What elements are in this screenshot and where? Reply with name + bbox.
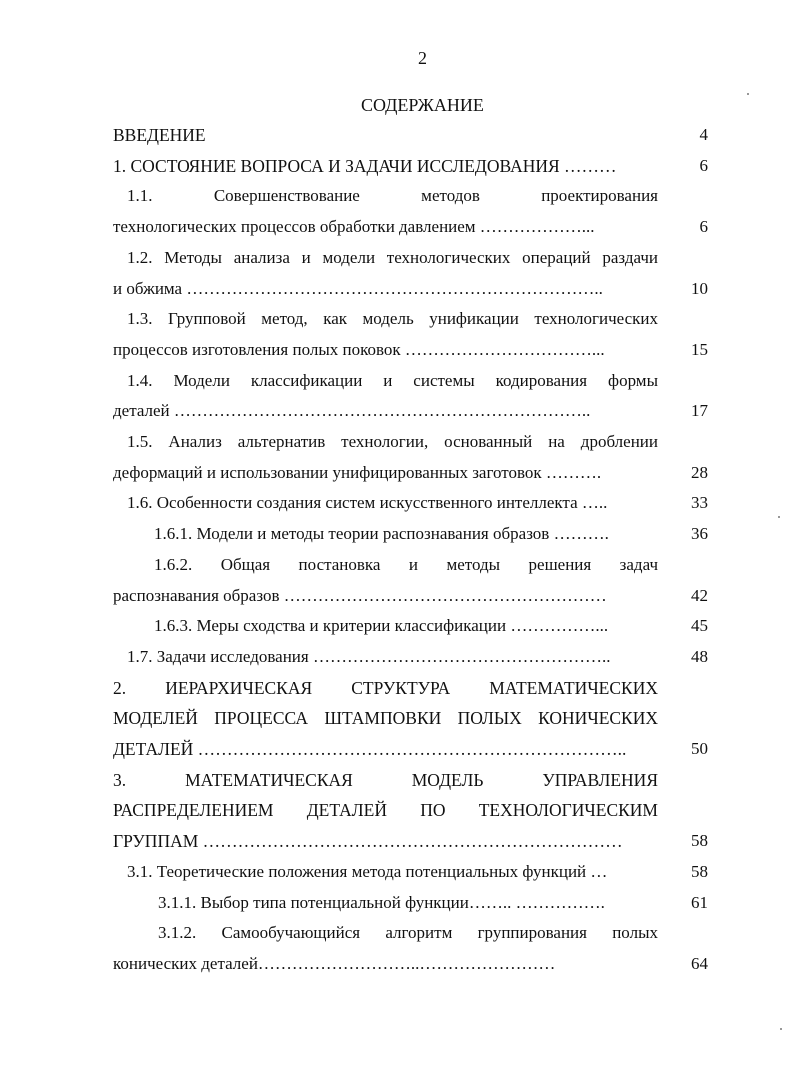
toc-entry-1-6-1[interactable]	[113, 519, 708, 550]
toc-entry-1-1[interactable]	[113, 181, 708, 242]
toc-page-number: 42	[691, 585, 708, 605]
toc-page-number: 6	[699, 217, 708, 237]
scan-speck	[780, 1028, 782, 1030]
toc-entry-text: 1.6.2. Общая постановка и методы решения задач	[154, 554, 658, 574]
toc-entry-text: МОДЕЛЕЙ ПРОЦЕССА ШТАМПОВКИ ПОЛЫХ КОНИЧЕСКИХ	[113, 708, 658, 729]
toc-entry-text: 3. МАТЕМАТИЧЕСКАЯ МОДЕЛЬ УПРАВЛЕНИЯ	[113, 769, 658, 790]
toc-page-number: 61	[691, 892, 708, 912]
toc-entry-chapter-3[interactable]	[113, 765, 708, 857]
toc-entry-text: распознавания образов …………………………………………………	[113, 585, 607, 605]
toc-entry-text: 1.1. Совершенствование методов проектирования	[127, 186, 658, 206]
toc-entry-text: 3.1.1. Выбор типа потенциальной функции…….. …………….	[158, 892, 605, 912]
toc-entry-chapter-2[interactable]	[113, 673, 708, 765]
toc-page-number: 48	[691, 646, 708, 666]
toc-entry-text: 1.3. Групповой метод, как модель унификации технологических	[127, 309, 658, 329]
toc-page-number: 10	[691, 278, 708, 298]
toc-entry-1-6-3[interactable]	[113, 611, 708, 642]
toc-entry-text: ВВЕДЕНИЕ	[113, 125, 206, 145]
toc-entry-1-7[interactable]	[113, 642, 708, 673]
page-number: 2	[418, 48, 427, 68]
toc-page-number: 17	[691, 401, 708, 421]
toc-entry-1-2[interactable]	[113, 243, 708, 304]
toc-entry-text: ГРУППАМ ………………………………………………………………	[113, 831, 623, 852]
toc-entry-chapter-1[interactable]	[113, 151, 708, 182]
toc-entry-text: 1.6. Особенности создания систем искусственного интеллекта …..	[127, 493, 608, 513]
toc-entry-text: 1.4. Модели классификации и системы кодирования формы	[127, 370, 658, 390]
toc-entry-3-1-1[interactable]	[113, 888, 708, 919]
toc-entry-1-6-2[interactable]	[113, 550, 708, 611]
toc-entry-text: ДЕТАЛЕЙ ………………………………………………………………..	[113, 739, 627, 760]
toc-page-number: 45	[691, 616, 708, 636]
toc-entry-text: 3.1. Теоретические положения метода потенциальных функций …	[127, 861, 608, 881]
toc-entry-text: 1. СОСТОЯНИЕ ВОПРОСА И ЗАДАЧИ ИССЛЕДОВАНИЯ ………	[113, 155, 617, 176]
scan-speck	[747, 93, 749, 95]
toc-entry-1-3[interactable]	[113, 304, 708, 365]
toc-page-number: 36	[691, 524, 708, 544]
toc-entry-text: 1.6.3. Меры сходства и критерии классификации ……………...	[154, 616, 609, 636]
toc-entry-3-1-2[interactable]	[113, 918, 708, 979]
toc-page-number: 33	[691, 493, 708, 513]
toc-entry-text: 2. ИЕРАРХИЧЕСКАЯ СТРУКТУРА МАТЕМАТИЧЕСКИХ	[113, 677, 658, 698]
toc-entry-1-4[interactable]	[113, 366, 708, 427]
toc-page-number: 58	[691, 861, 708, 881]
toc-entry-1-6[interactable]	[113, 488, 708, 519]
toc-page-number: 4	[699, 125, 708, 144]
toc-page-number: 50	[691, 739, 708, 759]
toc-entry-text: 1.6.1. Модели и методы теории распознавания образов ……….	[154, 524, 609, 544]
toc-entry-text: 1.2. Методы анализа и модели технологических операций раздачи	[127, 247, 658, 267]
toc-page-number: 64	[691, 953, 708, 973]
toc-entry-text: 1.5. Анализ альтернатив технологии, основанный на дроблении	[127, 432, 658, 452]
toc-entry-text: 1.7. Задачи исследования ……………………………………………..	[127, 646, 611, 666]
toc-entry-text: деталей ………………………………………………………………..	[113, 401, 591, 421]
toc-entry-text: технологических процессов обработки давлением ………………...	[113, 217, 595, 237]
scan-speck	[778, 516, 780, 518]
toc-page-number: 28	[691, 462, 708, 482]
toc-entry-text: и обжима ………………………………………………………………..	[113, 278, 603, 298]
toc-entry-3-1[interactable]	[113, 857, 708, 888]
toc-entry-text: деформаций и использовании унифицированных заготовок ……….	[113, 462, 602, 482]
toc-entry-introduction[interactable]	[113, 120, 708, 151]
toc-entry-text: конических деталей………………………..……………………	[113, 953, 556, 973]
toc-page-number: 58	[691, 831, 708, 851]
page-title: СОДЕРЖАНИЕ	[361, 95, 484, 115]
toc-page-number: 6	[699, 155, 708, 175]
table-of-contents	[113, 120, 708, 980]
toc-entry-text: процессов изготовления полых поковок ……………………………...	[113, 339, 605, 359]
toc-page-number: 15	[691, 339, 708, 359]
toc-entry-text: РАСПРЕДЕЛЕНИЕМ ДЕТАЛЕЙ ПО ТЕХНОЛОГИЧЕСКИМ	[113, 800, 658, 821]
toc-entry-1-5[interactable]	[113, 427, 708, 488]
toc-entry-text: 3.1.2. Самообучающийся алгоритм группирования полых	[158, 923, 658, 943]
